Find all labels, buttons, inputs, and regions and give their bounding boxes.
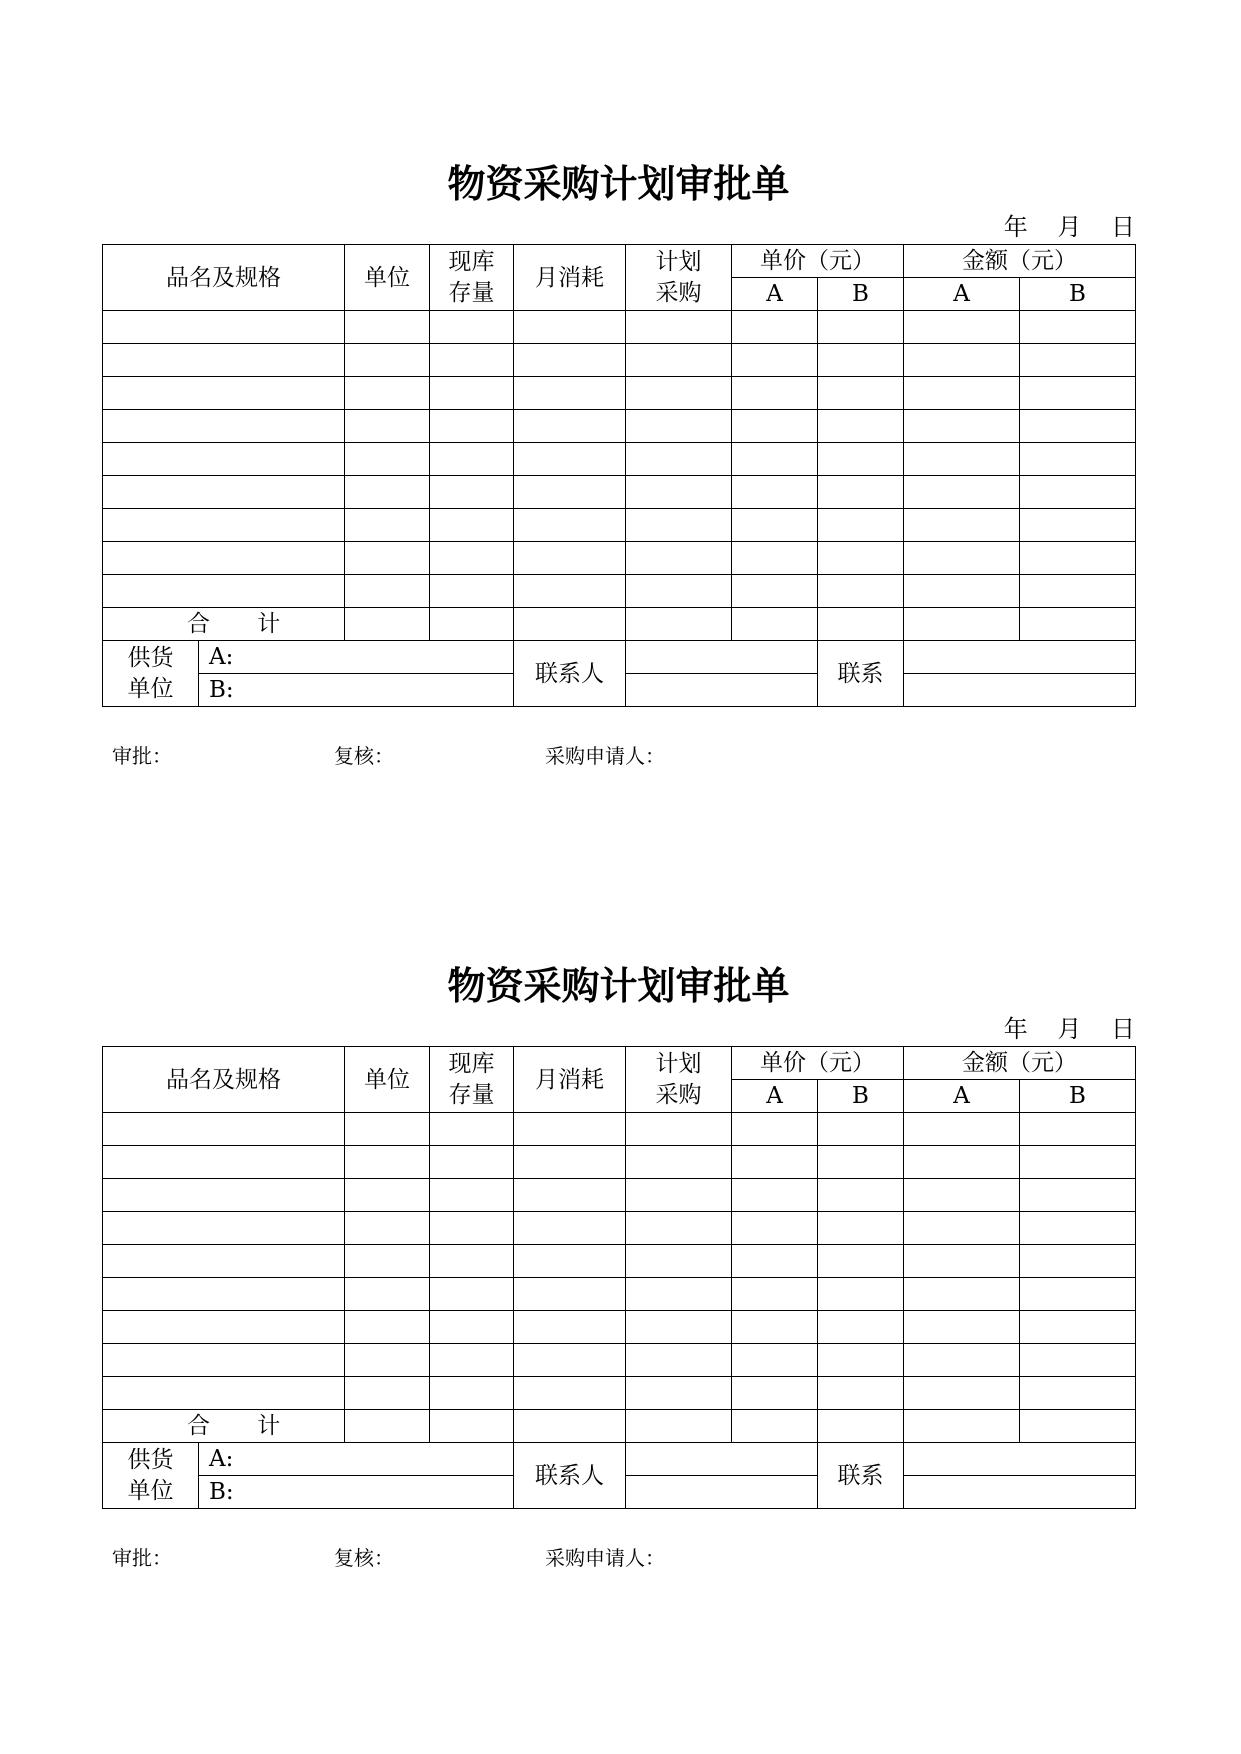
cell-monthly-use[interactable] — [514, 410, 626, 443]
total-stock[interactable] — [430, 608, 514, 641]
cell-price-a[interactable] — [732, 1278, 818, 1311]
cell-amount-a[interactable] — [904, 410, 1020, 443]
cell-unit[interactable] — [345, 1212, 430, 1245]
cell-plan[interactable] — [626, 575, 732, 608]
contact-person-label: 联系人 — [514, 1443, 626, 1509]
cell-amount-b[interactable] — [1020, 1245, 1136, 1278]
header-monthly-use: 月消耗 — [514, 1047, 626, 1113]
total-amount-b[interactable] — [1020, 608, 1136, 641]
cell-amount-b[interactable] — [1020, 542, 1136, 575]
cell-stock[interactable] — [430, 311, 514, 344]
cell-plan[interactable] — [626, 1377, 732, 1410]
cell-unit[interactable] — [345, 542, 430, 575]
cell-plan[interactable] — [626, 1278, 732, 1311]
cell-amount-b[interactable] — [1020, 1212, 1136, 1245]
total-stock[interactable] — [430, 1410, 514, 1443]
supplier-label-line2: 单位 — [127, 1477, 174, 1504]
cell-price-a[interactable] — [732, 1113, 818, 1146]
cell-amount-a[interactable] — [904, 1146, 1020, 1179]
cell-price-b[interactable] — [818, 1146, 904, 1179]
cell-name-spec[interactable] — [103, 410, 345, 443]
total-label: 合 计 — [103, 608, 345, 641]
cell-price-a[interactable] — [732, 1344, 818, 1377]
total-unit[interactable] — [345, 608, 430, 641]
cell-name-spec[interactable] — [103, 542, 345, 575]
header-stock-line1: 现库 — [448, 248, 495, 275]
cell-monthly-use[interactable] — [514, 1278, 626, 1311]
form-title: 物资采购计划审批单 — [447, 964, 790, 1008]
supplier-a-field[interactable]: A: — [199, 641, 514, 674]
cell-price-b[interactable] — [818, 1344, 904, 1377]
cell-monthly-use[interactable] — [514, 542, 626, 575]
cell-unit[interactable] — [345, 1179, 430, 1212]
cell-unit[interactable] — [345, 1311, 430, 1344]
cell-name-spec[interactable] — [103, 575, 345, 608]
cell-plan[interactable] — [626, 311, 732, 344]
cell-amount-a[interactable] — [904, 476, 1020, 509]
header-monthly-use: 月消耗 — [514, 245, 626, 311]
cell-stock[interactable] — [430, 1212, 514, 1245]
cell-price-a[interactable] — [732, 377, 818, 410]
cell-amount-b[interactable] — [1020, 311, 1136, 344]
cell-name-spec[interactable] — [103, 1278, 345, 1311]
supplier-row-a — [103, 1443, 1136, 1476]
cell-plan[interactable] — [626, 1311, 732, 1344]
total-price-a[interactable] — [732, 608, 818, 641]
cell-unit[interactable] — [345, 1245, 430, 1278]
cell-amount-a[interactable] — [904, 1179, 1020, 1212]
cell-stock[interactable] — [430, 1113, 514, 1146]
cell-plan[interactable] — [626, 1179, 732, 1212]
cell-plan[interactable] — [626, 542, 732, 575]
purchase-table — [102, 1046, 1136, 1509]
cell-price-b[interactable] — [818, 1311, 904, 1344]
contact-person-label: 联系人 — [514, 641, 626, 707]
supplier-b-field[interactable]: B: — [199, 674, 514, 707]
cell-monthly-use[interactable] — [514, 476, 626, 509]
header-name-spec: 品名及规格 — [103, 1047, 345, 1113]
cell-name-spec[interactable] — [103, 509, 345, 542]
table-row — [103, 1278, 1136, 1311]
total-price-b[interactable] — [818, 608, 904, 641]
cell-price-b[interactable] — [818, 1377, 904, 1410]
cell-monthly-use[interactable] — [514, 1212, 626, 1245]
cell-amount-b[interactable] — [1020, 1377, 1136, 1410]
table-row — [103, 443, 1136, 476]
total-amount-a[interactable] — [904, 608, 1020, 641]
cell-amount-a[interactable] — [904, 344, 1020, 377]
cell-price-a[interactable] — [732, 1212, 818, 1245]
header-plan — [626, 1047, 732, 1113]
cell-unit[interactable] — [345, 1113, 430, 1146]
cell-amount-b[interactable] — [1020, 443, 1136, 476]
cell-monthly-use[interactable] — [514, 344, 626, 377]
cell-amount-a[interactable] — [904, 443, 1020, 476]
total-monthly-use[interactable] — [514, 1410, 626, 1443]
cell-monthly-use[interactable] — [514, 311, 626, 344]
cell-plan[interactable] — [626, 443, 732, 476]
cell-stock[interactable] — [430, 575, 514, 608]
table-row — [103, 1377, 1136, 1410]
table-row — [103, 1311, 1136, 1344]
cell-amount-b[interactable] — [1020, 344, 1136, 377]
cell-plan[interactable] — [626, 1212, 732, 1245]
cell-unit[interactable] — [345, 1146, 430, 1179]
table-row — [103, 575, 1136, 608]
supplier-a-field[interactable]: A: — [199, 1443, 514, 1476]
cell-amount-b[interactable] — [1020, 1113, 1136, 1146]
cell-price-a[interactable] — [732, 443, 818, 476]
cell-name-spec[interactable] — [103, 443, 345, 476]
cell-stock[interactable] — [430, 1179, 514, 1212]
cell-unit[interactable] — [345, 344, 430, 377]
header-plan-line1: 计划 — [655, 248, 702, 275]
table-row — [103, 542, 1136, 575]
cell-name-spec[interactable] — [103, 1377, 345, 1410]
cell-monthly-use[interactable] — [514, 1377, 626, 1410]
contact-b-field[interactable] — [904, 674, 1136, 707]
sig-review: 复核： — [334, 1546, 394, 1570]
date-line — [102, 210, 1135, 244]
signature-line — [102, 741, 1135, 771]
cell-plan[interactable] — [626, 1245, 732, 1278]
header-stock-line2: 存量 — [448, 1081, 495, 1108]
purchase-form-1 — [102, 160, 1135, 771]
cell-price-b[interactable] — [818, 1278, 904, 1311]
cell-price-a[interactable] — [732, 1245, 818, 1278]
contact-person-b-field[interactable] — [626, 1476, 818, 1509]
sig-review: 复核： — [334, 744, 394, 768]
cell-unit[interactable] — [345, 509, 430, 542]
contact-b-field[interactable] — [904, 1476, 1136, 1509]
cell-unit[interactable] — [345, 410, 430, 443]
supplier-label-line2: 单位 — [127, 675, 174, 702]
header-unit: 单位 — [345, 1047, 430, 1113]
cell-price-a[interactable] — [732, 1377, 818, 1410]
cell-price-b[interactable] — [818, 311, 904, 344]
supplier-b-field[interactable]: B: — [199, 1476, 514, 1509]
form-title: 物资采购计划审批单 — [447, 162, 790, 206]
cell-monthly-use[interactable] — [514, 1311, 626, 1344]
cell-unit[interactable] — [345, 1278, 430, 1311]
date-year: 年 — [1003, 213, 1028, 241]
supplier-label-line1: 供货 — [127, 1446, 174, 1473]
cell-price-b[interactable] — [818, 575, 904, 608]
cell-name-spec[interactable] — [103, 1344, 345, 1377]
cell-plan[interactable] — [626, 1146, 732, 1179]
cell-unit[interactable] — [345, 476, 430, 509]
total-price-a[interactable] — [732, 1410, 818, 1443]
cell-amount-a[interactable] — [904, 1311, 1020, 1344]
cell-amount-a[interactable] — [904, 1113, 1020, 1146]
header-amount-b: B — [1020, 278, 1136, 311]
cell-price-b[interactable] — [818, 542, 904, 575]
cell-monthly-use[interactable] — [514, 1245, 626, 1278]
cell-price-a[interactable] — [732, 344, 818, 377]
cell-unit[interactable] — [345, 311, 430, 344]
cell-name-spec[interactable] — [103, 311, 345, 344]
cell-price-a[interactable] — [732, 410, 818, 443]
header-plan-line2: 采购 — [655, 1081, 702, 1108]
cell-plan[interactable] — [626, 410, 732, 443]
date-line — [102, 1012, 1135, 1046]
cell-price-a[interactable] — [732, 542, 818, 575]
table-row — [103, 476, 1136, 509]
cell-amount-b[interactable] — [1020, 476, 1136, 509]
cell-amount-b[interactable] — [1020, 1146, 1136, 1179]
cell-stock[interactable] — [430, 509, 514, 542]
header-amount-b: B — [1020, 1080, 1136, 1113]
date-month: 月 — [1057, 213, 1082, 241]
table-row — [103, 1212, 1136, 1245]
cell-name-spec[interactable] — [103, 1113, 345, 1146]
cell-unit[interactable] — [345, 1344, 430, 1377]
total-amount-a[interactable] — [904, 1410, 1020, 1443]
cell-price-a[interactable] — [732, 575, 818, 608]
purchase-table — [102, 244, 1136, 707]
contact-a-field[interactable] — [904, 641, 1136, 674]
header-unit: 单位 — [345, 245, 430, 311]
cell-monthly-use[interactable] — [514, 575, 626, 608]
header-amount: 金额（元） — [904, 245, 1136, 278]
cell-price-a[interactable] — [732, 1311, 818, 1344]
cell-monthly-use[interactable] — [514, 1113, 626, 1146]
cell-price-b[interactable] — [818, 443, 904, 476]
cell-stock[interactable] — [430, 1311, 514, 1344]
cell-price-b[interactable] — [818, 344, 904, 377]
cell-amount-a[interactable] — [904, 1278, 1020, 1311]
cell-amount-b[interactable] — [1020, 509, 1136, 542]
table-row — [103, 1113, 1136, 1146]
total-row — [103, 608, 1136, 641]
cell-amount-a[interactable] — [904, 1212, 1020, 1245]
supplier-label — [103, 1443, 199, 1509]
cell-price-b[interactable] — [818, 1212, 904, 1245]
cell-unit[interactable] — [345, 443, 430, 476]
table-row — [103, 509, 1136, 542]
contact-label: 联系 — [818, 641, 904, 707]
table-row — [103, 344, 1136, 377]
header-stock — [430, 1047, 514, 1113]
cell-price-a[interactable] — [732, 476, 818, 509]
cell-stock[interactable] — [430, 1146, 514, 1179]
cell-amount-b[interactable] — [1020, 410, 1136, 443]
cell-price-b[interactable] — [818, 1245, 904, 1278]
contact-label: 联系 — [818, 1443, 904, 1509]
cell-stock[interactable] — [430, 1344, 514, 1377]
contact-a-field[interactable] — [904, 1443, 1136, 1476]
cell-price-b[interactable] — [818, 1179, 904, 1212]
supplier-row-a — [103, 641, 1136, 674]
cell-amount-a[interactable] — [904, 542, 1020, 575]
cell-name-spec[interactable] — [103, 1212, 345, 1245]
purchase-form-2 — [102, 962, 1135, 1573]
cell-amount-a[interactable] — [904, 377, 1020, 410]
header-amount: 金额（元） — [904, 1047, 1136, 1080]
header-unit-price: 单价（元） — [732, 1047, 904, 1080]
total-row — [103, 1410, 1136, 1443]
sig-approve: 审批： — [112, 744, 172, 768]
cell-stock[interactable] — [430, 443, 514, 476]
cell-plan[interactable] — [626, 509, 732, 542]
cell-monthly-use[interactable] — [514, 443, 626, 476]
date-day: 日 — [1111, 1015, 1135, 1043]
cell-price-a[interactable] — [732, 1179, 818, 1212]
cell-monthly-use[interactable] — [514, 377, 626, 410]
cell-price-a[interactable] — [732, 311, 818, 344]
supplier-label-line1: 供货 — [127, 644, 174, 671]
cell-amount-a[interactable] — [904, 1344, 1020, 1377]
cell-price-b[interactable] — [818, 1113, 904, 1146]
date-year: 年 — [1003, 1015, 1028, 1043]
cell-name-spec[interactable] — [103, 476, 345, 509]
cell-stock[interactable] — [430, 1245, 514, 1278]
contact-person-a-field[interactable] — [626, 1443, 818, 1476]
total-plan[interactable] — [626, 608, 732, 641]
cell-stock[interactable] — [430, 476, 514, 509]
cell-monthly-use[interactable] — [514, 1344, 626, 1377]
cell-monthly-use[interactable] — [514, 1179, 626, 1212]
total-amount-b[interactable] — [1020, 1410, 1136, 1443]
cell-amount-b[interactable] — [1020, 1311, 1136, 1344]
cell-amount-b[interactable] — [1020, 377, 1136, 410]
table-row — [103, 377, 1136, 410]
header-plan — [626, 245, 732, 311]
cell-stock[interactable] — [430, 377, 514, 410]
table-row — [103, 410, 1136, 443]
cell-plan[interactable] — [626, 476, 732, 509]
cell-stock[interactable] — [430, 410, 514, 443]
cell-name-spec[interactable] — [103, 1311, 345, 1344]
cell-amount-a[interactable] — [904, 311, 1020, 344]
cell-stock[interactable] — [430, 1377, 514, 1410]
header-plan-line1: 计划 — [655, 1050, 702, 1077]
cell-price-b[interactable] — [818, 410, 904, 443]
cell-plan[interactable] — [626, 344, 732, 377]
cell-amount-a[interactable] — [904, 1245, 1020, 1278]
table-row — [103, 1146, 1136, 1179]
date-day: 日 — [1111, 213, 1135, 241]
cell-amount-a[interactable] — [904, 1377, 1020, 1410]
cell-price-a[interactable] — [732, 1146, 818, 1179]
header-stock-line2: 存量 — [448, 279, 495, 306]
sig-applicant: 采购申请人： — [545, 744, 665, 768]
cell-amount-a[interactable] — [904, 509, 1020, 542]
cell-unit[interactable] — [345, 575, 430, 608]
table-row — [103, 311, 1136, 344]
header-plan-line2: 采购 — [655, 279, 702, 306]
cell-amount-a[interactable] — [904, 575, 1020, 608]
header-price-a: A — [732, 1080, 818, 1113]
table-row — [103, 1344, 1136, 1377]
total-monthly-use[interactable] — [514, 608, 626, 641]
cell-amount-b[interactable] — [1020, 575, 1136, 608]
sig-approve: 审批： — [112, 1546, 172, 1570]
total-plan[interactable] — [626, 1410, 732, 1443]
header-price-b: B — [818, 278, 904, 311]
table-row — [103, 1245, 1136, 1278]
cell-plan[interactable] — [626, 1113, 732, 1146]
cell-monthly-use[interactable] — [514, 509, 626, 542]
cell-plan[interactable] — [626, 377, 732, 410]
cell-unit[interactable] — [345, 1377, 430, 1410]
total-label: 合 计 — [103, 1410, 345, 1443]
cell-name-spec[interactable] — [103, 1245, 345, 1278]
cell-name-spec[interactable] — [103, 377, 345, 410]
total-price-b[interactable] — [818, 1410, 904, 1443]
cell-monthly-use[interactable] — [514, 1146, 626, 1179]
cell-name-spec[interactable] — [103, 344, 345, 377]
header-stock-line1: 现库 — [448, 1050, 495, 1077]
cell-price-a[interactable] — [732, 509, 818, 542]
header-amount-a: A — [904, 278, 1020, 311]
header-price-b: B — [818, 1080, 904, 1113]
cell-price-b[interactable] — [818, 509, 904, 542]
cell-plan[interactable] — [626, 1344, 732, 1377]
supplier-label — [103, 641, 199, 707]
sig-applicant: 采购申请人： — [545, 1546, 665, 1570]
signature-line — [102, 1543, 1135, 1573]
total-unit[interactable] — [345, 1410, 430, 1443]
header-price-a: A — [732, 278, 818, 311]
header-stock — [430, 245, 514, 311]
header-name-spec: 品名及规格 — [103, 245, 345, 311]
cell-amount-b[interactable] — [1020, 1278, 1136, 1311]
cell-name-spec[interactable] — [103, 1146, 345, 1179]
cell-price-b[interactable] — [818, 377, 904, 410]
cell-name-spec[interactable] — [103, 1179, 345, 1212]
cell-amount-b[interactable] — [1020, 1344, 1136, 1377]
contact-person-b-field[interactable] — [626, 674, 818, 707]
cell-stock[interactable] — [430, 542, 514, 575]
cell-price-b[interactable] — [818, 476, 904, 509]
header-amount-a: A — [904, 1080, 1020, 1113]
cell-stock[interactable] — [430, 344, 514, 377]
cell-stock[interactable] — [430, 1278, 514, 1311]
contact-person-a-field[interactable] — [626, 641, 818, 674]
header-unit-price: 单价（元） — [732, 245, 904, 278]
cell-unit[interactable] — [345, 377, 430, 410]
date-month: 月 — [1057, 1015, 1082, 1043]
cell-amount-b[interactable] — [1020, 1179, 1136, 1212]
table-row — [103, 1179, 1136, 1212]
